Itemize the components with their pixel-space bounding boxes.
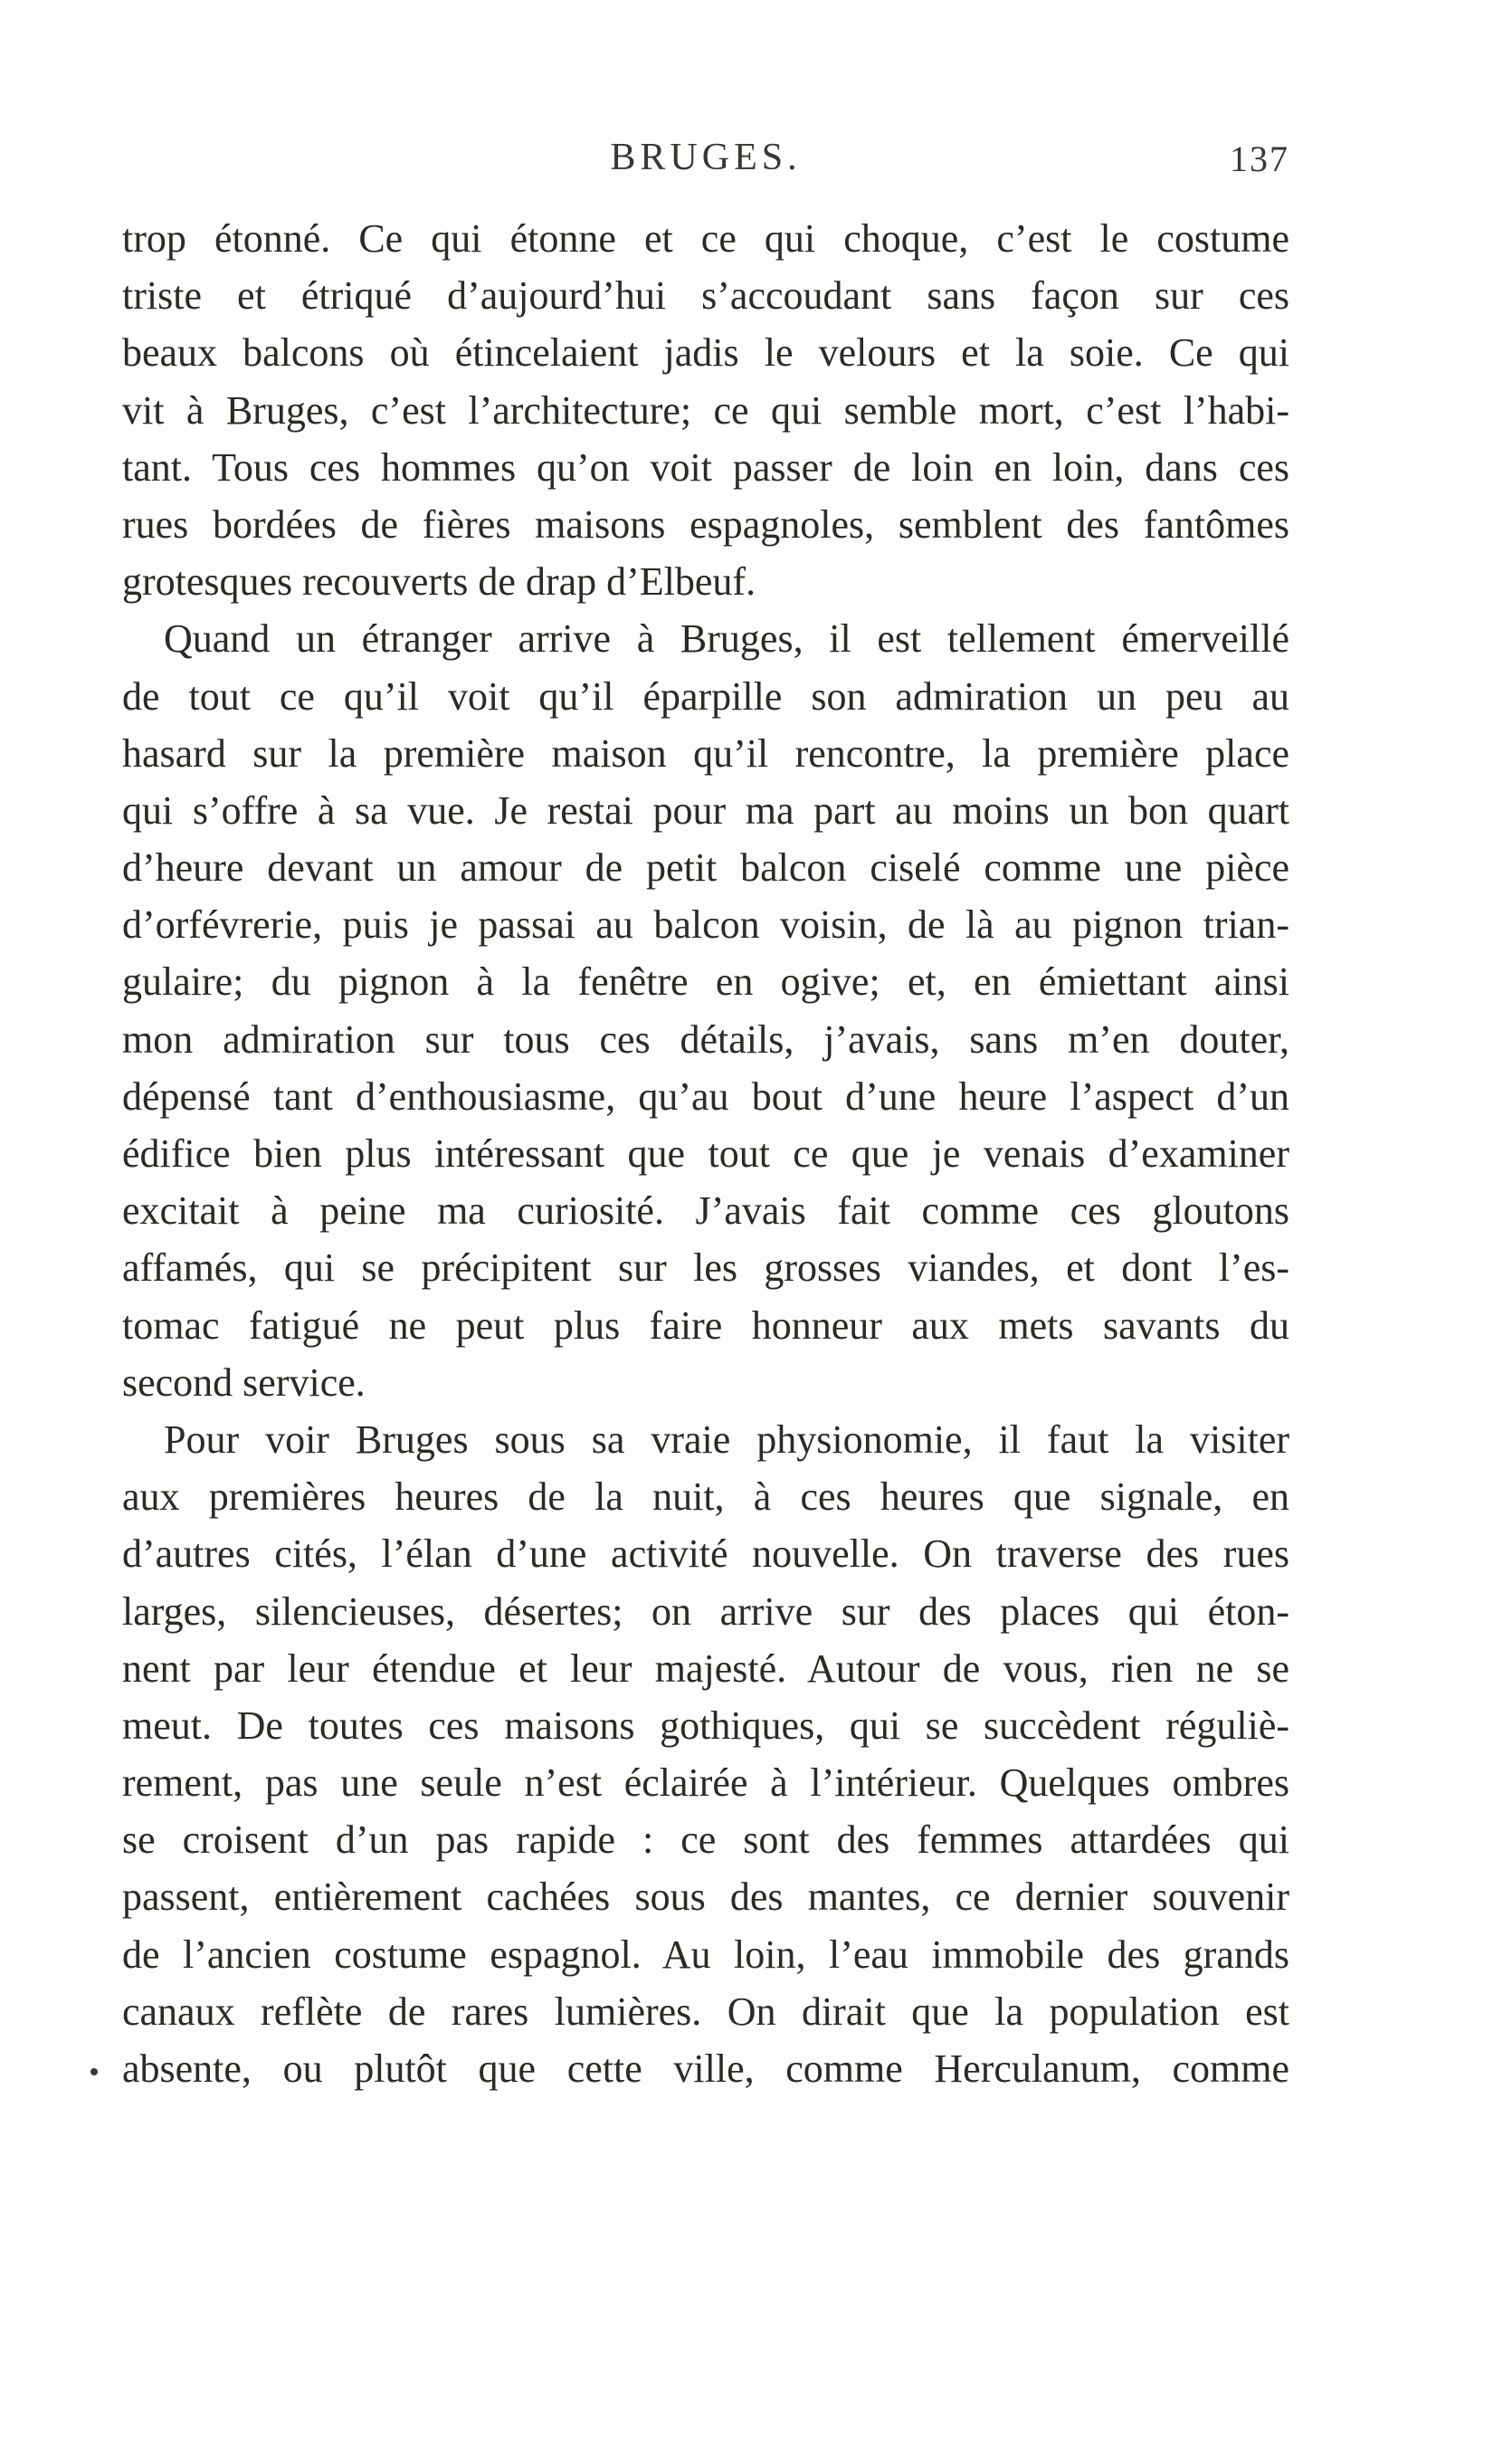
text-line: vit à Bruges, c’est l’architecture; ce qui semble mort, c’est l’habi- <box>122 387 1289 433</box>
text-line: Quand un étranger arrive à Bruges, il est tellement émerveillé <box>164 616 1289 662</box>
text-line: d’autres cités, l’élan d’une activité nouvelle. On traverse des rues <box>122 1531 1289 1577</box>
page-header <box>122 136 1289 190</box>
text-line: hasard sur la première maison qu’il rencontre, la première place <box>122 730 1289 776</box>
text-line: rement, pas une seule n’est éclairée à l’intérieur. Quelques ombres <box>122 1760 1289 1806</box>
text-line: passent, entièrement cachées sous des mantes, ce dernier souvenir <box>122 1874 1289 1920</box>
text-line: trop étonné. Ce qui étonne et ce qui choque, c’est le costume <box>122 216 1289 261</box>
text-line: grotesques recouverts de drap d’Elbeuf. <box>122 559 756 605</box>
running-head: BRUGES. <box>610 137 802 178</box>
text-line: triste et étriqué d’aujourd’hui s’accoudant sans façon sur ces <box>122 273 1289 319</box>
text-line: excitait à peine ma curiosité. J’avais fait comme ces gloutons <box>122 1188 1289 1234</box>
page-number: 137 <box>1230 138 1289 179</box>
text-line: absente, ou plutôt que cette ville, comme Herculanum, comme <box>122 2046 1289 2091</box>
text-line: dépensé tant d’enthousiasme, qu’au bout d’une heure l’aspect d’un <box>122 1073 1289 1119</box>
text-line: tant. Tous ces hommes qu’on voit passer de loin en loin, dans ces <box>122 444 1289 490</box>
text-line: rues bordées de fières maisons espagnoles, semblent des fantômes <box>122 501 1289 547</box>
text-line: de tout ce qu’il voit qu’il éparpille son admiration un peu au <box>122 673 1289 719</box>
text-line: se croisent d’un pas rapide : ce sont des femmes attardées qui <box>122 1817 1289 1863</box>
body-text <box>122 210 1289 2097</box>
text-line: aux premières heures de la nuit, à ces heures que signale, en <box>122 1474 1289 1520</box>
paragraph-1 <box>122 210 1289 610</box>
text-line: meut. De toutes ces maisons gothiques, qui se succèdent réguliè- <box>122 1703 1289 1748</box>
text-line: d’orfévrerie, puis je passai au balcon voisin, de là au pignon trian- <box>122 902 1289 948</box>
text-line: affamés, qui se précipitent sur les grosses viandes, et dont l’es- <box>122 1245 1289 1291</box>
text-line: mon admiration sur tous ces détails, j’avais, sans m’en douter, <box>122 1016 1289 1062</box>
text-line: gulaire; du pignon à la fenêtre en ogive; et, en émiettant ainsi <box>122 959 1289 1005</box>
text-line: second service. <box>122 1359 366 1405</box>
text-line: édifice bien plus intéressant que tout ce que je venais d’examiner <box>122 1131 1289 1176</box>
paragraph-2 <box>122 610 1289 1411</box>
text-line: beaux balcons où étincelaient jadis le velours et la soie. Ce qui <box>122 330 1289 376</box>
text-line: nent par leur étendue et leur majesté. Autour de vous, rien ne se <box>122 1645 1289 1691</box>
text-line: larges, silencieuses, désertes; on arrive sur des places qui éton- <box>122 1588 1289 1634</box>
text-line: de l’ancien costume espagnol. Au loin, l’eau immobile des grands <box>122 1932 1289 1977</box>
text-line: qui s’offre à sa vue. Je restai pour ma part au moins un bon quart <box>122 787 1289 833</box>
text-line: tomac fatigué ne peut plus faire honneur aux mets savants du <box>122 1302 1289 1348</box>
text-line: canaux reflète de rares lumières. On dirait que la population est <box>122 1989 1289 2034</box>
text-line: Pour voir Bruges sous sa vraie physionomie, il faut la visiter <box>164 1417 1289 1462</box>
paragraph-3 <box>122 1411 1289 2097</box>
text-line: d’heure devant un amour de petit balcon ciselé comme une pièce <box>122 845 1289 891</box>
margin-mark <box>90 2068 98 2075</box>
